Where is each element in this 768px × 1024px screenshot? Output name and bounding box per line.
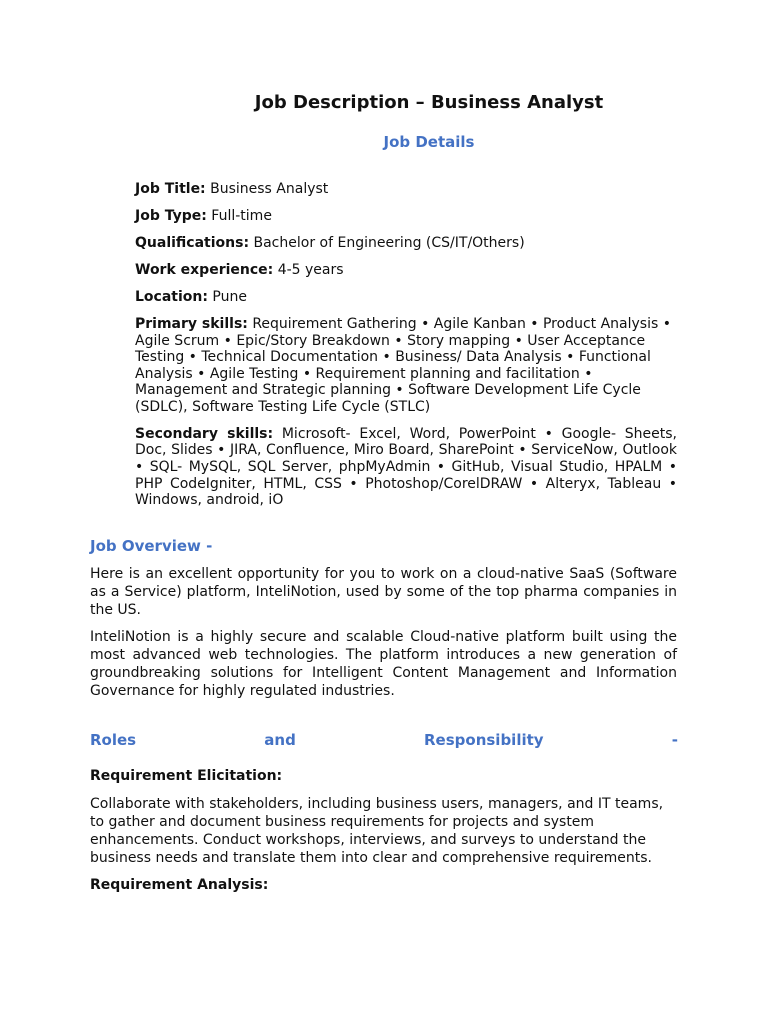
detail-value: 4-5 years [273,261,344,278]
detail-value: Pune [207,288,247,305]
detail-job-title [135,181,677,198]
detail-label: Qualifications: [135,234,250,251]
job-details-heading: Job Details [383,133,475,151]
detail-value: Full-time [206,207,272,224]
roles-heading-word: and [264,731,296,749]
detail-qualifications [135,235,677,252]
detail-label: Primary skills: [135,315,248,332]
detail-value: Business Analyst [205,181,329,197]
requirement-elicitation-heading: Requirement Elicitation: [90,768,283,784]
page-title: Job Description – Business Analyst [254,92,604,113]
detail-label: Location: [135,288,208,305]
roles-heading [90,731,678,749]
detail-work-experience [135,262,677,279]
job-overview-heading: Job Overview - [90,537,213,555]
roles-heading-word: Responsibility [424,731,544,749]
detail-value: Microsoft- Excel, Word, PowerPoint • Google- Sheets, Doc, Slides • JIRA, Confluence, Miro Board, SharePoint • ServiceNow, Outlook • SQL- MySQL, SQL Server, phpMyAdmin • GitHub, Visual Studio, HPALM • PHP CodeIgniter, HTML, CSS • Photoshop/CorelDRAW • Alteryx, Tableau • Windows, android, iO [135,425,678,509]
detail-secondary-skills [135,426,677,509]
roles-heading-word: - [671,731,678,749]
detail-job-type [135,208,677,225]
detail-label: Job Title: [135,181,206,197]
overview-paragraph-2: InteliNotion is a highly secure and scalable Cloud-native platform built using the most advanced web technologies. The platform introduces a new generation of groundbreaking solutions for Intelligent Content Management and Information Governance for highly regulated industries. [90,629,677,699]
detail-label: Work experience: [135,261,274,278]
detail-label: Secondary skills: [135,425,274,442]
requirement-analysis-heading: Requirement Analysis: [90,877,269,893]
detail-value: Requirement Gathering • Agile Kanban • Product Analysis • Agile Scrum • Epic/Story Breakdown • Story mapping • User Acceptance Testing • Technical Documentation • Business/ Data Analysis • Functional Analysis • Agile Testing • Requirement planning and facilitation • Management and Strategic planning • Software Development Life Cycle (SDLC), Software Testing Life Cycle (STLC) [135,315,671,415]
detail-value: Bachelor of Engineering (CS/IT/Others) [249,234,525,251]
requirement-elicitation-text: Collaborate with stakeholders, including business users, managers, and IT teams, to gather and document business requirements for projects and system enhancements. Conduct workshops, interviews, and surveys to understand the business needs and translate them into clear and comprehensive requirements. [90,796,664,866]
roles-heading-word: Roles [90,731,137,749]
overview-paragraph-1: Here is an excellent opportunity for you to work on a cloud-native SaaS (Software as a Service) platform, InteliNotion, used by some of the top pharma companies in the US. [90,566,677,618]
job-details-list [135,181,677,519]
detail-label: Job Type: [135,207,207,224]
detail-location [135,289,677,306]
detail-primary-skills [135,316,677,416]
